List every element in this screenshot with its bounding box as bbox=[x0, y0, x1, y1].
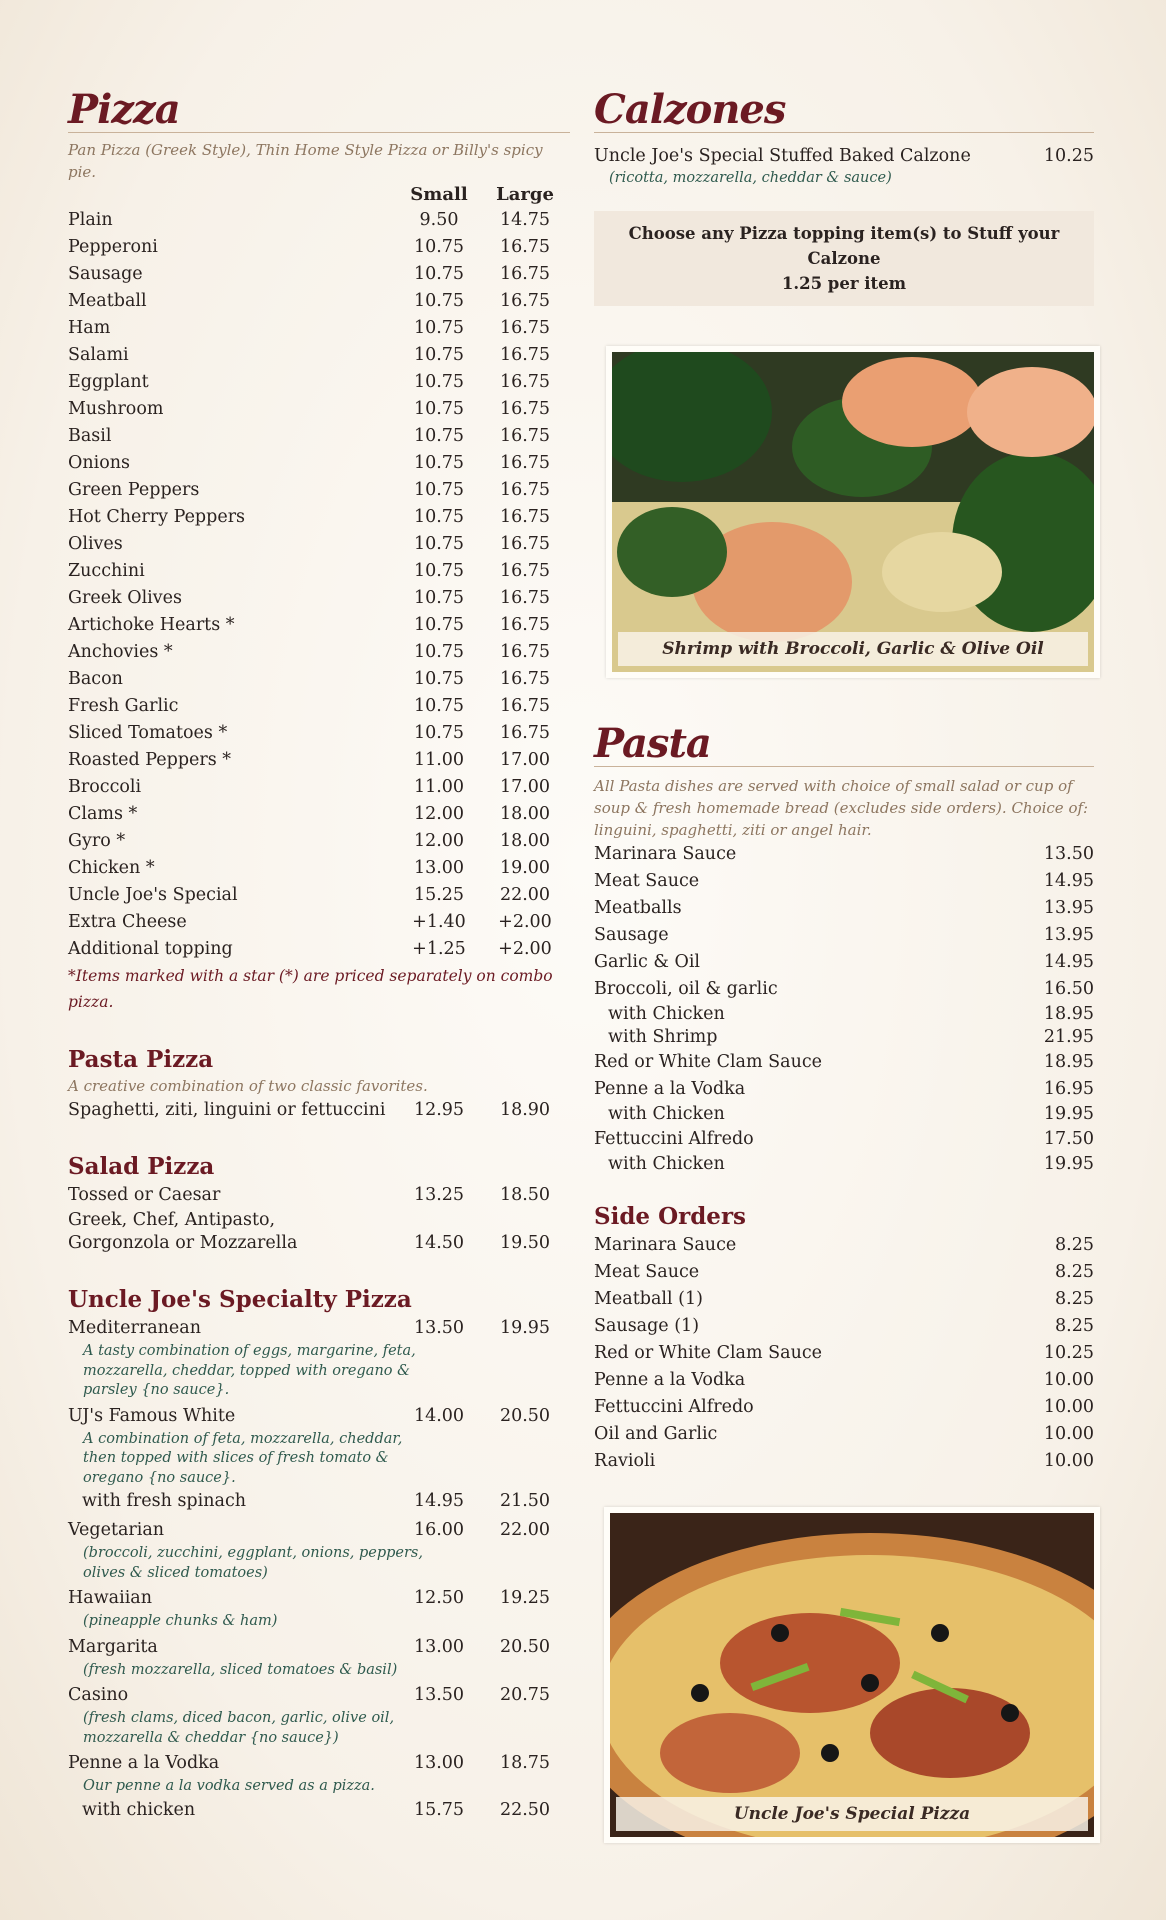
large-header: Large bbox=[496, 184, 554, 205]
item-name: Fresh Garlic bbox=[68, 696, 179, 716]
item-name: Mediterranean bbox=[68, 1318, 201, 1338]
item-small-price: 15.75 bbox=[413, 1799, 465, 1820]
menu-item bbox=[68, 666, 570, 693]
menu-item bbox=[68, 882, 570, 909]
item-name: with chicken bbox=[82, 1799, 196, 1820]
menu-item bbox=[594, 1313, 1094, 1340]
shrimp-broccoli-photo bbox=[606, 346, 1100, 678]
item-price: 21.95 bbox=[1043, 1027, 1094, 1047]
menu-item bbox=[68, 774, 570, 801]
item-name: Meat Sauce bbox=[594, 871, 700, 891]
item-price: 10.00 bbox=[1043, 1397, 1094, 1417]
item-small-price: 10.75 bbox=[413, 615, 465, 635]
item-name: Meatball bbox=[68, 291, 147, 311]
item-large-price: 19.95 bbox=[499, 1318, 551, 1338]
pasta-list bbox=[594, 841, 1094, 1176]
item-large-price: 19.25 bbox=[499, 1588, 551, 1608]
item-small-price: 10.75 bbox=[413, 480, 465, 500]
item-name: Bacon bbox=[68, 669, 123, 689]
item-small-price: 10.75 bbox=[413, 399, 465, 419]
menu-item bbox=[68, 693, 570, 720]
shrimp-broccoli-image bbox=[612, 352, 1094, 672]
menu-item bbox=[68, 1682, 570, 1709]
menu-item bbox=[68, 396, 570, 423]
menu-item bbox=[594, 1076, 1094, 1103]
item-name: Gorgonzola or Mozzarella bbox=[68, 1233, 298, 1253]
menu-item bbox=[594, 1340, 1094, 1367]
item-name-line1: Greek, Chef, Antipasto, bbox=[68, 1210, 276, 1230]
item-small-price: 12.00 bbox=[413, 831, 465, 851]
item-name: Tossed or Caesar bbox=[68, 1185, 221, 1205]
item-name: Sausage bbox=[594, 925, 669, 945]
item-large-price: 16.75 bbox=[499, 399, 551, 419]
item-large-price: 18.75 bbox=[499, 1753, 551, 1773]
item-name: Penne a la Vodka bbox=[594, 1370, 746, 1390]
item-name: Broccoli, oil & garlic bbox=[594, 979, 778, 999]
menu-item bbox=[594, 976, 1094, 1003]
menu-item bbox=[68, 747, 570, 774]
shrimp-photo-caption: Shrimp with Broccoli, Garlic & Olive Oil bbox=[618, 632, 1088, 666]
item-small-price: 13.25 bbox=[413, 1185, 465, 1205]
item-price: 10.25 bbox=[1043, 1343, 1094, 1363]
salad-pizza-title: Salad Pizza bbox=[68, 1153, 215, 1180]
item-small-price: 11.00 bbox=[413, 777, 465, 797]
item-large-price: 16.75 bbox=[499, 426, 551, 446]
item-name: Vegetarian bbox=[68, 1520, 165, 1540]
item-small-price: 13.50 bbox=[413, 1318, 465, 1338]
item-large-price: 16.75 bbox=[499, 237, 551, 257]
item-name: Marinara Sauce bbox=[594, 844, 737, 864]
menu-item bbox=[68, 1403, 570, 1430]
calzones-title: Calzones bbox=[594, 88, 1094, 133]
item-name: Plain bbox=[68, 210, 113, 230]
menu-item bbox=[594, 841, 1094, 868]
item-description: mozzarella & cheddar {no sauce}) bbox=[83, 1729, 339, 1746]
item-large-price: 18.90 bbox=[499, 1100, 551, 1120]
menu-item bbox=[68, 558, 570, 585]
pasta-pizza-title: Pasta Pizza bbox=[68, 1046, 214, 1073]
item-small-price: 13.00 bbox=[413, 1636, 465, 1657]
menu-item bbox=[68, 1097, 570, 1124]
item-name: with fresh spinach bbox=[82, 1491, 247, 1511]
item-small-price: 10.75 bbox=[413, 588, 465, 608]
item-name: Uncle Joe's Special bbox=[68, 885, 238, 905]
item-description: A combination of feta, mozzarella, cheddar, bbox=[83, 1430, 403, 1447]
item-name: Meatball (1) bbox=[594, 1289, 703, 1309]
item-name: with Chicken bbox=[608, 1004, 725, 1024]
menu-item bbox=[68, 936, 570, 963]
item-name: Artichoke Hearts * bbox=[68, 615, 235, 635]
item-name: Salami bbox=[68, 345, 129, 365]
menu-item bbox=[594, 949, 1094, 976]
item-name: Green Peppers bbox=[68, 480, 200, 500]
item-name: Red or White Clam Sauce bbox=[594, 1052, 822, 1072]
item-large-price: 22.00 bbox=[499, 885, 551, 905]
item-large-price: 18.50 bbox=[499, 1185, 551, 1205]
right-column bbox=[594, 88, 1094, 1843]
item-description: (ricotta, mozzarella, cheddar & sauce) bbox=[609, 170, 892, 186]
item-price: 14.95 bbox=[1043, 952, 1094, 972]
menu-item bbox=[594, 143, 1094, 170]
menu-item bbox=[594, 1421, 1094, 1448]
item-name: Olives bbox=[68, 534, 123, 554]
menu-item bbox=[68, 477, 570, 504]
item-large-price: +2.00 bbox=[498, 939, 552, 959]
item-name: Spaghetti, ziti, linguini or fettuccini bbox=[68, 1100, 386, 1120]
menu-item bbox=[68, 828, 570, 855]
item-price: 13.95 bbox=[1043, 925, 1094, 945]
item-name: Penne a la Vodka bbox=[68, 1753, 220, 1773]
item-large-price: +2.00 bbox=[498, 912, 552, 932]
item-large-price: 16.75 bbox=[499, 507, 551, 527]
item-description: Our penne a la vodka served as a pizza. bbox=[83, 1778, 375, 1794]
item-large-price: 16.75 bbox=[499, 453, 551, 473]
menu-item bbox=[594, 1232, 1094, 1259]
item-large-price: 16.75 bbox=[499, 372, 551, 392]
menu-item bbox=[68, 450, 570, 477]
item-description: parsley {no sauce}. bbox=[83, 1382, 230, 1398]
item-large-price: 17.00 bbox=[499, 777, 551, 797]
item-large-price: 14.75 bbox=[499, 210, 551, 230]
item-name: Basil bbox=[68, 426, 112, 446]
item-name: Sausage (1) bbox=[594, 1316, 700, 1336]
item-name: Sliced Tomatoes * bbox=[68, 723, 228, 743]
menu-item bbox=[68, 1232, 570, 1255]
item-name: Meatballs bbox=[594, 898, 682, 918]
item-large-price: 19.00 bbox=[499, 858, 551, 878]
menu-item bbox=[68, 1488, 570, 1515]
menu-item bbox=[68, 909, 570, 936]
item-name: Hot Cherry Peppers bbox=[68, 507, 246, 527]
combo-note: *Items marked with a star (*) are priced separately on combo pizza. bbox=[68, 967, 553, 1011]
item-large-price: 16.75 bbox=[499, 588, 551, 608]
item-name: Eggplant bbox=[68, 372, 149, 392]
item-small-price: 10.75 bbox=[413, 426, 465, 446]
box-line-1: Choose any Pizza topping item(s) to Stuff your Calzone bbox=[628, 224, 1060, 268]
item-name: Gyro * bbox=[68, 831, 126, 851]
menu-item bbox=[68, 369, 570, 396]
item-name: with Chicken bbox=[608, 1154, 725, 1174]
item-name: Zucchini bbox=[68, 561, 145, 581]
item-price: 10.00 bbox=[1043, 1424, 1094, 1444]
item-small-price: 10.75 bbox=[413, 507, 465, 527]
item-name: Anchovies * bbox=[68, 642, 173, 662]
item-large-price: 16.75 bbox=[499, 696, 551, 716]
menu-item bbox=[68, 315, 570, 342]
specialty-title: Uncle Joe's Specialty Pizza bbox=[68, 1286, 412, 1313]
item-small-price: 11.00 bbox=[413, 750, 465, 770]
item-price: 19.95 bbox=[1043, 1154, 1094, 1174]
item-price: 17.50 bbox=[1043, 1129, 1094, 1149]
item-small-price: +1.25 bbox=[412, 939, 466, 959]
item-large-price: 18.00 bbox=[499, 831, 551, 851]
pizza-subtitle: Pan Pizza (Greek Style), Thin Home Style Pizza or Billy's spicy pie. bbox=[68, 141, 543, 181]
item-large-price: 21.50 bbox=[499, 1491, 551, 1511]
item-small-price: 10.75 bbox=[413, 372, 465, 392]
menu-item bbox=[594, 1367, 1094, 1394]
item-price: 14.95 bbox=[1043, 871, 1094, 891]
item-large-price: 22.50 bbox=[499, 1799, 551, 1820]
item-name: Ravioli bbox=[594, 1451, 656, 1471]
menu-item bbox=[594, 1286, 1094, 1313]
item-small-price: 10.75 bbox=[413, 237, 465, 257]
item-large-price: 16.75 bbox=[499, 561, 551, 581]
item-name: Meat Sauce bbox=[594, 1262, 700, 1282]
menu-item bbox=[68, 612, 570, 639]
item-small-price: 10.75 bbox=[413, 291, 465, 311]
item-price: 10.00 bbox=[1043, 1451, 1094, 1471]
item-name: UJ's Famous White bbox=[68, 1405, 236, 1426]
menu-item bbox=[594, 1394, 1094, 1421]
left-column bbox=[68, 88, 570, 1824]
menu-item bbox=[68, 207, 570, 234]
item-small-price: 12.00 bbox=[413, 804, 465, 824]
item-name: Marinara Sauce bbox=[594, 1235, 737, 1255]
menu-item bbox=[594, 1126, 1094, 1153]
item-small-price: 14.95 bbox=[413, 1491, 465, 1511]
item-price: 10.25 bbox=[1043, 146, 1094, 166]
item-description: (pineapple chunks & ham) bbox=[83, 1613, 278, 1629]
side-orders-title: Side Orders bbox=[594, 1203, 747, 1230]
menu-item bbox=[68, 531, 570, 558]
menu-item bbox=[68, 234, 570, 261]
item-name: Onions bbox=[68, 453, 131, 473]
item-small-price: 10.75 bbox=[413, 723, 465, 743]
item-large-price: 16.75 bbox=[499, 642, 551, 662]
menu-item bbox=[594, 1259, 1094, 1286]
item-large-price: 18.00 bbox=[499, 804, 551, 824]
item-description: (broccoli, zucchini, eggplant, onions, peppers, bbox=[83, 1545, 423, 1561]
item-small-price: 10.75 bbox=[413, 264, 465, 284]
item-price: 18.95 bbox=[1043, 1052, 1094, 1072]
specialty-list bbox=[68, 1315, 570, 1824]
item-small-price: 10.75 bbox=[413, 696, 465, 716]
item-name: Fettuccini Alfredo bbox=[594, 1397, 754, 1417]
menu-item bbox=[68, 855, 570, 882]
item-small-price: 10.75 bbox=[413, 534, 465, 554]
item-name: Casino bbox=[68, 1685, 129, 1705]
side-orders-list bbox=[594, 1232, 1094, 1475]
menu-item bbox=[594, 1026, 1094, 1049]
item-small-price: 10.75 bbox=[413, 318, 465, 338]
small-header: Small bbox=[410, 184, 468, 205]
menu-item bbox=[68, 1182, 570, 1209]
item-large-price: 16.75 bbox=[499, 345, 551, 365]
pizza-title: Pizza bbox=[68, 88, 570, 133]
item-price: 13.50 bbox=[1043, 844, 1094, 864]
item-small-price: 10.75 bbox=[413, 642, 465, 662]
menu-item bbox=[594, 1153, 1094, 1176]
item-name: Oil and Garlic bbox=[594, 1424, 718, 1444]
menu-item bbox=[68, 720, 570, 747]
item-price: 16.95 bbox=[1043, 1079, 1094, 1099]
item-large-price: 16.75 bbox=[499, 669, 551, 689]
item-description: (fresh mozzarella, sliced tomatoes & basil) bbox=[83, 1661, 398, 1678]
menu-item bbox=[68, 1315, 570, 1342]
item-price: 10.00 bbox=[1043, 1370, 1094, 1390]
menu-item bbox=[68, 1750, 570, 1777]
item-name: Chicken * bbox=[68, 858, 155, 878]
pasta-title: Pasta bbox=[594, 722, 1094, 767]
item-large-price: 16.75 bbox=[499, 264, 551, 284]
item-name: Broccoli bbox=[68, 777, 142, 797]
menu-item bbox=[68, 423, 570, 450]
calzone-stuff-box bbox=[594, 211, 1094, 306]
item-name: Uncle Joe's Special Stuffed Baked Calzone bbox=[594, 146, 971, 166]
item-small-price: 10.75 bbox=[413, 669, 465, 689]
menu-item-line bbox=[68, 1209, 570, 1232]
item-name: with Shrimp bbox=[608, 1027, 718, 1047]
item-small-price: 16.00 bbox=[413, 1520, 465, 1540]
item-small-price: 12.50 bbox=[413, 1588, 465, 1608]
item-price: 8.25 bbox=[1055, 1235, 1094, 1255]
item-price: 18.95 bbox=[1043, 1004, 1094, 1024]
item-name: Pepperoni bbox=[68, 237, 158, 257]
pizza-photo-caption: Uncle Joe's Special Pizza bbox=[616, 1797, 1088, 1831]
menu-item bbox=[68, 288, 570, 315]
menu-item bbox=[594, 1103, 1094, 1126]
item-large-price: 16.75 bbox=[499, 318, 551, 338]
item-price: 16.50 bbox=[1043, 979, 1094, 999]
item-name: Red or White Clam Sauce bbox=[594, 1343, 822, 1363]
menu-item bbox=[68, 1634, 570, 1661]
item-name: Clams * bbox=[68, 804, 138, 824]
item-name: Hawaiian bbox=[68, 1588, 153, 1608]
item-price: 8.25 bbox=[1055, 1316, 1094, 1336]
special-pizza-photo bbox=[604, 1507, 1100, 1843]
item-name: Sausage bbox=[68, 264, 143, 284]
item-large-price: 20.75 bbox=[499, 1685, 551, 1705]
menu-item bbox=[68, 1797, 570, 1824]
item-price: 13.95 bbox=[1043, 898, 1094, 918]
menu-item bbox=[68, 639, 570, 666]
item-small-price: +1.40 bbox=[412, 912, 466, 932]
item-description: mozzarella, cheddar, topped with oregano & bbox=[83, 1362, 411, 1379]
item-price: 19.95 bbox=[1043, 1104, 1094, 1124]
item-name: Fettuccini Alfredo bbox=[594, 1129, 754, 1149]
pasta-subtitle: All Pasta dishes are served with choice of small salad or cup of soup & fresh homemade bread (excludes side orders). Choice of: linguini, spaghetti, ziti or angel hair. bbox=[594, 777, 1089, 839]
item-name: Greek Olives bbox=[68, 588, 182, 608]
item-description: oregano {no sauce}. bbox=[83, 1469, 236, 1486]
item-small-price: 10.75 bbox=[413, 453, 465, 473]
item-large-price: 16.75 bbox=[499, 480, 551, 500]
menu-item bbox=[68, 585, 570, 612]
item-description: (fresh clams, diced bacon, garlic, olive oil, bbox=[83, 1710, 395, 1726]
item-name: Ham bbox=[68, 318, 111, 338]
item-name: Penne a la Vodka bbox=[594, 1079, 746, 1099]
item-small-price: 15.25 bbox=[413, 885, 465, 905]
item-name: Extra Cheese bbox=[68, 912, 187, 932]
item-large-price: 16.75 bbox=[499, 615, 551, 635]
item-large-price: 16.75 bbox=[499, 291, 551, 311]
item-description: then topped with slices of fresh tomato & bbox=[83, 1450, 389, 1466]
special-pizza-image bbox=[610, 1513, 1094, 1837]
menu-item bbox=[68, 1585, 570, 1612]
menu-item bbox=[68, 261, 570, 288]
menu-item bbox=[594, 868, 1094, 895]
item-name: with Chicken bbox=[608, 1104, 725, 1124]
pasta-pizza-subtitle: A creative combination of two classic favorites. bbox=[68, 1077, 428, 1095]
item-description: olives & sliced tomatoes) bbox=[83, 1564, 268, 1581]
item-name: Roasted Peppers * bbox=[68, 750, 232, 770]
item-large-price: 19.50 bbox=[499, 1233, 551, 1253]
menu-item bbox=[594, 1448, 1094, 1475]
menu-item bbox=[68, 801, 570, 828]
menu-item bbox=[68, 342, 570, 369]
item-price: 8.25 bbox=[1055, 1262, 1094, 1282]
item-large-price: 17.00 bbox=[499, 750, 551, 770]
menu-item bbox=[594, 895, 1094, 922]
menu-item bbox=[68, 1517, 570, 1544]
pizza-list bbox=[68, 207, 570, 963]
item-small-price: 10.75 bbox=[413, 345, 465, 365]
item-price: 8.25 bbox=[1055, 1289, 1094, 1309]
item-small-price: 14.00 bbox=[413, 1405, 465, 1426]
item-large-price: 16.75 bbox=[499, 723, 551, 743]
item-large-price: 22.00 bbox=[499, 1520, 551, 1540]
item-large-price: 16.75 bbox=[499, 534, 551, 554]
item-small-price: 12.95 bbox=[413, 1100, 465, 1120]
item-name: Mushroom bbox=[68, 399, 164, 419]
menu-item bbox=[68, 504, 570, 531]
item-small-price: 14.50 bbox=[413, 1233, 465, 1253]
item-large-price: 20.50 bbox=[499, 1405, 551, 1426]
item-name: Margarita bbox=[68, 1636, 158, 1657]
item-name: Garlic & Oil bbox=[594, 952, 701, 972]
item-small-price: 13.00 bbox=[413, 1753, 465, 1773]
menu-item bbox=[594, 922, 1094, 949]
pizza-column-headers bbox=[68, 183, 570, 207]
item-small-price: 13.50 bbox=[413, 1685, 465, 1705]
item-small-price: 13.00 bbox=[413, 858, 465, 878]
item-name: Additional topping bbox=[68, 939, 233, 959]
item-small-price: 10.75 bbox=[413, 561, 465, 581]
box-line-2: 1.25 per item bbox=[781, 274, 907, 293]
item-small-price: 9.50 bbox=[419, 210, 459, 230]
menu-item bbox=[594, 1049, 1094, 1076]
item-description: A tasty combination of eggs, margarine, feta, bbox=[83, 1343, 416, 1359]
menu-item bbox=[594, 1003, 1094, 1026]
item-large-price: 20.50 bbox=[499, 1636, 551, 1657]
